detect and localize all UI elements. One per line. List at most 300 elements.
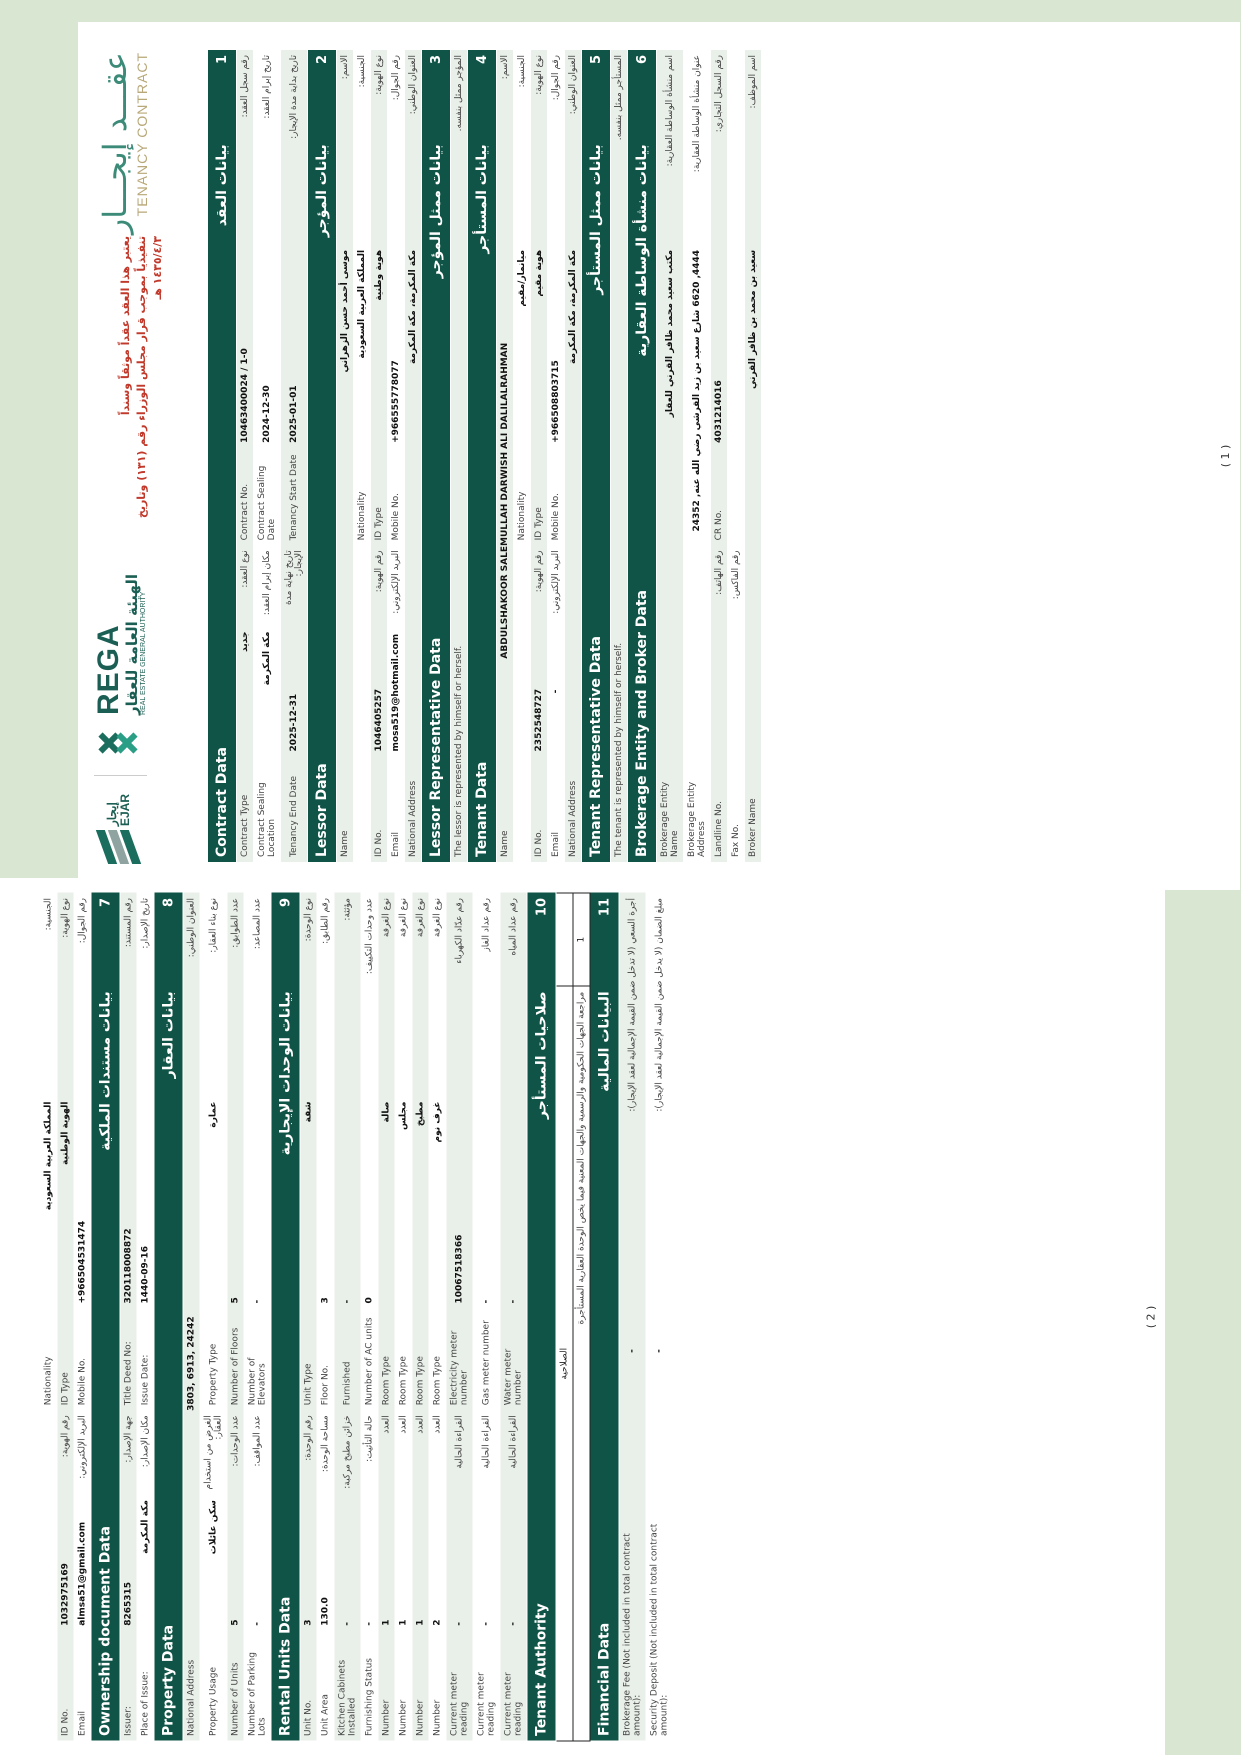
- label-ar: تاريخ بداية مدة الإيجار:: [281, 50, 308, 245]
- value: سكن عائلات: [200, 1495, 227, 1631]
- label: Gas meter number: [473, 1308, 500, 1410]
- label-ar: نوع الغرفة: [412, 893, 429, 1097]
- section-lessor-representative: [422, 50, 451, 862]
- label-ar: القراءة الحالية: [473, 1410, 500, 1495]
- label: Brokerage Entity Address: [684, 756, 711, 862]
- label-ar: الاسم:: [497, 50, 514, 245]
- label-ar: عنوان منشأة الوساطة العقارية:: [684, 50, 711, 245]
- label-ar: مبلغ الضمان (لا يدخل ضمن القيمة الإجمالية لعقد الإيجار):: [646, 893, 673, 1207]
- value: المملكة العربية السعودية: [354, 245, 371, 448]
- lessor-name-row: [337, 50, 354, 862]
- label: Room Type: [429, 1308, 446, 1410]
- label-ar: نوع العقد:: [237, 545, 254, 626]
- label: Name: [337, 756, 354, 862]
- label-ar: اسم منشأة الوساطة العقارية:: [657, 50, 684, 245]
- label: Issue Date:: [137, 1308, 154, 1410]
- label-ar: رقم الهوية:: [57, 1410, 74, 1495]
- section-title-ar: بيانات منشأة الوساطة العقارية: [628, 139, 657, 448]
- value: 130.0: [317, 1495, 334, 1631]
- rega-english-name: REAL ESTATE GENERAL AUTHORITY: [140, 591, 147, 715]
- note-en: The tenant is represented by himself or herself.: [611, 448, 628, 862]
- value: -: [361, 1495, 378, 1631]
- label: Contract No.: [237, 448, 254, 545]
- label-ar: العنوان الوطني:: [405, 50, 422, 245]
- label-ar: رقم الفاكس:: [728, 545, 745, 626]
- label-ar: مكان إبرام العقد:: [254, 545, 281, 626]
- section-title-ar: بيانات الوحدات الإيجارية: [271, 986, 300, 1308]
- owner-id-row: [57, 893, 74, 1741]
- value: 3: [300, 1495, 317, 1631]
- label: Title Deed No:: [120, 1308, 137, 1410]
- section-number: 8: [154, 893, 183, 986]
- room-row: [395, 893, 412, 1741]
- section-number: 5: [582, 50, 611, 139]
- label-ar: نوع الوحدة:: [300, 893, 317, 1097]
- value: 2024-12-30: [254, 245, 281, 448]
- label: Unit No.: [300, 1630, 317, 1740]
- value: شقة: [300, 1096, 317, 1308]
- label: ID No.: [371, 756, 388, 862]
- legal-notice-line-2: تنفيذياً بموجب قرار مجلس الوزراء رقم (١٣١) وتاريخ ١٤٣٥/٤/٣ هـ: [135, 236, 164, 519]
- room-row: [429, 893, 446, 1741]
- value: -: [446, 1495, 473, 1631]
- label: Tenancy Start Date: [281, 448, 308, 545]
- label: Current meter reading: [446, 1630, 473, 1740]
- value: 3: [317, 1096, 334, 1308]
- broker-entity-row: [657, 50, 684, 862]
- label: National Address: [405, 756, 422, 862]
- label: Number: [395, 1630, 412, 1740]
- value: +966504531474: [74, 1096, 91, 1308]
- label: Email: [388, 756, 405, 862]
- section-title-ar: بيانات ممثل المؤجر: [422, 139, 451, 448]
- broker-landline-row: [711, 50, 728, 862]
- label: Contract Sealing Date: [254, 448, 281, 545]
- label: Number: [412, 1630, 429, 1740]
- value: هوية وطنية: [371, 245, 388, 448]
- value: المملكة العربية السعودية: [40, 1096, 57, 1308]
- value: 10463400024 / 1-0: [237, 245, 254, 448]
- tenant-id-row: [531, 50, 548, 862]
- label: Number of Elevators: [244, 1308, 271, 1410]
- label: Floor No.: [317, 1308, 334, 1410]
- rega-logo-icon: [96, 723, 146, 763]
- value: +966508803715: [548, 245, 565, 448]
- value: مكة المكرمة، مكة المكرمة: [565, 245, 582, 757]
- label-ar: العنوان الوطني:: [183, 893, 200, 1097]
- label: Issuer:: [120, 1630, 137, 1740]
- value: مكة المكرمة: [137, 1495, 154, 1631]
- label: Email: [548, 756, 565, 862]
- label: Nationality: [40, 1308, 57, 1410]
- value: -: [244, 1096, 271, 1308]
- label: Contract Type: [237, 756, 254, 862]
- label: ID No.: [57, 1630, 74, 1740]
- section-title-en: Tenant Data: [468, 448, 497, 862]
- value: mosa519@hotmail.com: [388, 627, 405, 757]
- brand-arabic-title: عقـــد إيجـــار: [96, 52, 134, 235]
- label: National Address: [183, 1630, 200, 1740]
- brokerage-fee-row: [619, 893, 646, 1741]
- tenant-address-row: [565, 50, 582, 862]
- ejar-logo: [98, 794, 140, 864]
- section-title-en: Contract Data: [208, 448, 237, 862]
- label-ar: رقم عداد الغاز: [473, 893, 500, 1097]
- label-ar: نوع الغرفة: [429, 893, 446, 1097]
- owner-email-row: [74, 893, 91, 1741]
- value: مطبخ: [412, 1096, 429, 1308]
- ownership-issuer-row: [120, 893, 137, 1741]
- value: 3803, 6913, 24242: [183, 1096, 200, 1630]
- label: ID Type: [57, 1308, 74, 1410]
- value: -: [548, 627, 565, 757]
- value: سعيد بن محمد بن ظافر القرني: [745, 245, 762, 757]
- section-title-ar: البيانات المالية: [590, 986, 619, 1308]
- value: مكة المكرمة: [254, 627, 281, 757]
- label: Unit Area: [317, 1630, 334, 1740]
- value: 1: [395, 1495, 412, 1631]
- page-one-sheet: [78, 36, 1240, 876]
- section-lessor-data: [308, 50, 337, 862]
- section-number: 3: [422, 50, 451, 139]
- label-ar: نوع الغرفة: [395, 893, 412, 1097]
- value: مكتب سعيد محمد ظافر القرني للعقار: [657, 245, 684, 757]
- label-ar: العنوان الوطني:: [565, 50, 582, 245]
- label-ar: رقم الطابق:: [317, 893, 334, 1097]
- ejar-logo-icon: [98, 832, 140, 864]
- value: -: [473, 1096, 500, 1308]
- label-ar: رقم الهوية:: [531, 545, 548, 626]
- value: almsa51@gmail.com: [74, 1495, 91, 1631]
- contract-row-2: [254, 50, 281, 862]
- label: Mobile No.: [74, 1308, 91, 1410]
- property-table: [40, 892, 673, 1741]
- label: Contract Sealing Location: [254, 756, 281, 862]
- contract-row-1: [237, 50, 254, 862]
- note-ar: المستأجر ممثل بنفسه.: [611, 50, 628, 448]
- label: ID Type: [371, 448, 388, 545]
- label-ar: عدد المواقف:: [244, 1410, 271, 1495]
- label-ar: عدد المصاعد:: [244, 893, 271, 1097]
- label-ar: نوع الهوية:: [57, 893, 74, 1097]
- contract-brand: [96, 52, 150, 234]
- header: [78, 36, 208, 876]
- authority-item-number: 1: [573, 893, 590, 986]
- label: Security Deposit (Not included in total contract amount):: [646, 1495, 673, 1741]
- label: Nationality: [354, 448, 371, 545]
- tenant-nationality-row: [514, 50, 531, 862]
- value: -: [646, 1206, 673, 1494]
- authority-header-row: [556, 893, 573, 1741]
- section-number: 7: [91, 893, 120, 986]
- value: ABDULSHAKOOR SALEMULLAH DARWISH ALI DALILALRAHMAN: [497, 245, 514, 757]
- note-en: The lessor is represented by himself or herself.: [451, 448, 468, 862]
- section-number: 2: [308, 50, 337, 139]
- value: صالة: [378, 1096, 395, 1308]
- ejar-logo-text: إيجار EJAR: [105, 794, 132, 827]
- label-ar: حالة التأثيث:: [361, 1410, 378, 1495]
- page-one-body: [208, 36, 762, 876]
- label-ar: جهة الإصدار:: [120, 1410, 137, 1495]
- note-ar: المؤجر ممثل بنفسه.: [451, 50, 468, 448]
- label-ar: رقم الجوال:: [74, 893, 91, 1097]
- value: 5: [227, 1495, 244, 1631]
- page-two-sheet: [0, 878, 1165, 1755]
- section-title-en: Tenant Representative Data: [582, 448, 611, 862]
- value: 2352548727: [531, 627, 548, 757]
- value: 320118008872: [120, 1096, 137, 1308]
- room-row: [378, 893, 395, 1741]
- page-one: [78, 22, 1240, 890]
- property-usage-row: [200, 893, 227, 1741]
- value: هوية مقيم: [531, 245, 548, 448]
- label-ar: مكان الإصدار:: [137, 1410, 154, 1495]
- property-parking-row: [244, 893, 271, 1741]
- label: Mobile No.: [548, 448, 565, 545]
- meter-row: [473, 893, 500, 1741]
- label-ar: رقم عداد المياه: [500, 893, 527, 1097]
- label: Number of Units: [227, 1630, 244, 1740]
- section-title-en: Financial Data: [590, 1308, 619, 1740]
- label-ar: نوع بناء العقار:: [200, 893, 227, 1097]
- section-number: 9: [271, 893, 300, 986]
- rega-logo: [94, 574, 147, 776]
- value: -: [473, 1495, 500, 1631]
- section-title-ar: صلاحيات المستأجر: [527, 986, 556, 1308]
- page-two: [0, 878, 1165, 1755]
- label: ID Type: [531, 448, 548, 545]
- rega-name: REGA: [92, 624, 125, 715]
- label: CR No.: [711, 448, 728, 545]
- page-number: ( 1 ): [1219, 444, 1232, 468]
- value: موسى أحمد حسن الزهراني: [337, 245, 354, 757]
- label: Broker Name: [745, 756, 762, 862]
- lessor-rep-note-row: [451, 50, 468, 862]
- label: Unit Type: [300, 1308, 317, 1410]
- value: -: [334, 1495, 361, 1631]
- label-ar: الاسم:: [337, 50, 354, 245]
- label: Furnished: [334, 1308, 361, 1410]
- authority-item-text: مراجعة الجهات الحكومية والرسمية والجهات المعنية فيما يخص الوحدة العقارية المستأجرة: [573, 986, 590, 1741]
- lessor-email-row: [388, 50, 405, 862]
- section-number: 11: [590, 893, 619, 986]
- owner-nationality-row: [40, 893, 57, 1741]
- label-ar: خزائن مطبخ مركبة:: [334, 1410, 361, 1495]
- value: 2025-01-01: [281, 245, 308, 448]
- section-title-en: Rental Units Data: [271, 1308, 300, 1740]
- label-ar: مؤثثة:: [334, 893, 361, 1097]
- lessor-id-row: [371, 50, 388, 862]
- section-title-ar: بيانات العقد: [208, 139, 237, 448]
- label-ar: البريد الإلكتروني:: [548, 545, 565, 626]
- value: 5: [227, 1096, 244, 1308]
- value: 2025-12-31: [281, 627, 308, 757]
- page-two-body: [40, 878, 673, 1755]
- security-deposit-row: [646, 893, 673, 1741]
- lessor-address-row: [405, 50, 422, 862]
- room-row: [412, 893, 429, 1741]
- tenant-email-row: [548, 50, 565, 862]
- label-ar: العدد: [378, 1410, 395, 1495]
- section-number: 6: [628, 50, 657, 139]
- label: Number of Floors: [227, 1308, 244, 1410]
- label-ar: البريد الإلكتروني:: [74, 1410, 91, 1495]
- label-ar: الجنسية:: [40, 893, 57, 1097]
- label-ar: تاريخ نهاية مدة الإيجار:: [281, 545, 308, 626]
- label-ar: نوع الهوية:: [371, 50, 388, 245]
- value: -: [334, 1096, 361, 1308]
- label-ar: رقم الهاتف:: [711, 545, 728, 626]
- value: -: [244, 1495, 271, 1631]
- brand-english-title: TENANCY CONTRACT: [134, 52, 150, 217]
- section-brokerage-data: [628, 50, 657, 862]
- broker-fax-row: [728, 50, 745, 862]
- ownership-place-row: [137, 893, 154, 1741]
- value: غرف نوم: [429, 1096, 446, 1308]
- contract-row-3: [281, 50, 308, 862]
- label-ar: مساحة الوحدة:: [317, 1410, 334, 1495]
- meter-row: [446, 893, 473, 1741]
- label-ar: عدد الوحدات:: [227, 1410, 244, 1495]
- label: Number of Parking Lots: [244, 1630, 271, 1740]
- tenant-name-row: [497, 50, 514, 862]
- section-title-en: Lessor Representative Data: [422, 448, 451, 862]
- label: Tenancy End Date: [281, 756, 308, 862]
- value: 1046405257: [371, 627, 388, 757]
- value: الهوية الوطنية: [57, 1096, 74, 1308]
- value: -: [500, 1495, 527, 1631]
- section-title-ar: بيانات ممثل المستأجر: [582, 139, 611, 448]
- section-rental-units: [271, 893, 300, 1741]
- label: Brokerage Fee (Not included in total contract amount):: [619, 1495, 646, 1741]
- section-title-en: Ownership document Data: [91, 1308, 120, 1740]
- value: 1440-09-16: [137, 1096, 154, 1308]
- value: جديد: [237, 627, 254, 757]
- label-ar: رقم السجل التجاري:: [711, 50, 728, 245]
- label-ar: تاريخ الإصدار:: [137, 893, 154, 1097]
- label-ar: رقم المستند:: [120, 893, 137, 1097]
- label: Number: [429, 1630, 446, 1740]
- label: Number: [378, 1630, 395, 1740]
- label-ar: رقم الجوال:: [388, 50, 405, 245]
- tenant-rep-note-row: [611, 50, 628, 862]
- section-tenant-authority: [527, 893, 556, 1741]
- value: 1: [412, 1495, 429, 1631]
- label-ar: رقم الهوية:: [371, 545, 388, 626]
- label: Room Type: [378, 1308, 395, 1410]
- property-address-row: [183, 893, 200, 1741]
- label-ar: رقم سجل العقد:: [237, 50, 254, 245]
- section-title-ar: بيانات العقار: [154, 986, 183, 1308]
- section-title-en: Tenant Authority: [527, 1308, 556, 1740]
- unit-area-row: [317, 893, 334, 1741]
- label-ar: الجنسية:: [514, 50, 531, 245]
- section-title-en: Property Data: [154, 1308, 183, 1740]
- label-ar: اسم الموظف:: [745, 50, 762, 245]
- label-ar: العدد: [429, 1410, 446, 1495]
- section-title-ar: بيانات المؤجر: [308, 139, 337, 448]
- contract-table: [208, 50, 762, 862]
- section-tenant-representative: [582, 50, 611, 862]
- label-ar: العدد: [412, 1410, 429, 1495]
- unit-number-row: [300, 893, 317, 1741]
- section-number: 10: [527, 893, 556, 986]
- label-ar: رقم الجوال:: [548, 50, 565, 245]
- section-number: 4: [468, 50, 497, 139]
- section-title-ar: بيانات مستندات الملكية: [91, 986, 120, 1308]
- label-ar: الغرض من استخدام العقار:: [200, 1410, 227, 1495]
- label: Current meter reading: [473, 1630, 500, 1740]
- lessor-nationality-row: [354, 50, 371, 862]
- label: Landline No.: [711, 756, 728, 862]
- section-title-en: Brokerage Entity and Broker Data: [628, 448, 657, 862]
- value: 0: [361, 1096, 378, 1308]
- label: Number of AC units: [361, 1308, 378, 1410]
- label: Room Type: [395, 1308, 412, 1410]
- label: Brokerage Entity Name: [657, 756, 684, 862]
- label-ar: البريد الإلكتروني:: [388, 545, 405, 626]
- broker-name-row: [745, 50, 762, 862]
- label-ar: عدد الطوابق:: [227, 893, 244, 1097]
- label: Electricity meter number: [446, 1308, 473, 1410]
- label: Current meter reading: [500, 1630, 527, 1740]
- label: Property Usage: [200, 1630, 227, 1740]
- section-tenant-data: [468, 50, 497, 862]
- section-number: 1: [208, 50, 237, 139]
- label: Kitchen Cabinets Installed: [334, 1630, 361, 1740]
- label: Room Type: [412, 1308, 429, 1410]
- value: عمارة: [200, 1096, 227, 1308]
- section-title-ar: بيانات المستأجر: [468, 139, 497, 448]
- value: 4444, 6620 شارع سعيد بن زيد القرشي رضي الله عنه, 24352: [684, 245, 711, 757]
- label: Nationality: [514, 448, 531, 545]
- label-ar: العدد: [395, 1410, 412, 1495]
- label: ID No.: [531, 756, 548, 862]
- label-ar: رقم الوحدة:: [300, 1410, 317, 1495]
- rega-arabic-name: الهيئة العامة للعقار: [123, 573, 141, 715]
- label-ar: القراءة الحالية: [446, 1410, 473, 1495]
- label-ar: الجنسية:: [354, 50, 371, 245]
- value: -: [619, 1206, 646, 1494]
- label-ar: نوع الغرفة: [378, 893, 395, 1097]
- value: مجلس: [395, 1096, 412, 1308]
- label-ar: أجرة السعي (لا تدخل ضمن القيمة الإجمالية لعقد الإيجار):: [619, 893, 646, 1207]
- value: 4031214016: [711, 245, 728, 448]
- authority-column-header: الصلاحية: [556, 986, 573, 1741]
- label-ar: نوع الهوية:: [531, 50, 548, 245]
- value: 1032975169: [57, 1495, 74, 1631]
- value: 1: [378, 1495, 395, 1631]
- label: Name: [497, 756, 514, 862]
- label: Fax No.: [728, 756, 745, 862]
- label: National Address: [565, 756, 582, 862]
- legal-notice-line-1: يعتبر هذا العقد عقداً موثقاً وسنداً: [119, 236, 132, 416]
- unit-kitchen-row: [334, 893, 361, 1741]
- section-contract-data: [208, 50, 237, 862]
- label: Furnishing Status: [361, 1630, 378, 1740]
- value: 8265315: [120, 1495, 137, 1631]
- label-ar: القراءة الحالية: [500, 1410, 527, 1495]
- label: Email: [74, 1630, 91, 1740]
- label-ar: رقم عدّاد الكهرباء: [446, 893, 473, 1097]
- section-property-data: [154, 893, 183, 1741]
- authority-item-row: [573, 893, 590, 1741]
- section-title-en: Lessor Data: [308, 448, 337, 862]
- property-units-row: [227, 893, 244, 1741]
- meter-row: [500, 893, 527, 1741]
- value: ميانمار/مقيم: [514, 245, 531, 448]
- broker-address-row: [684, 50, 711, 862]
